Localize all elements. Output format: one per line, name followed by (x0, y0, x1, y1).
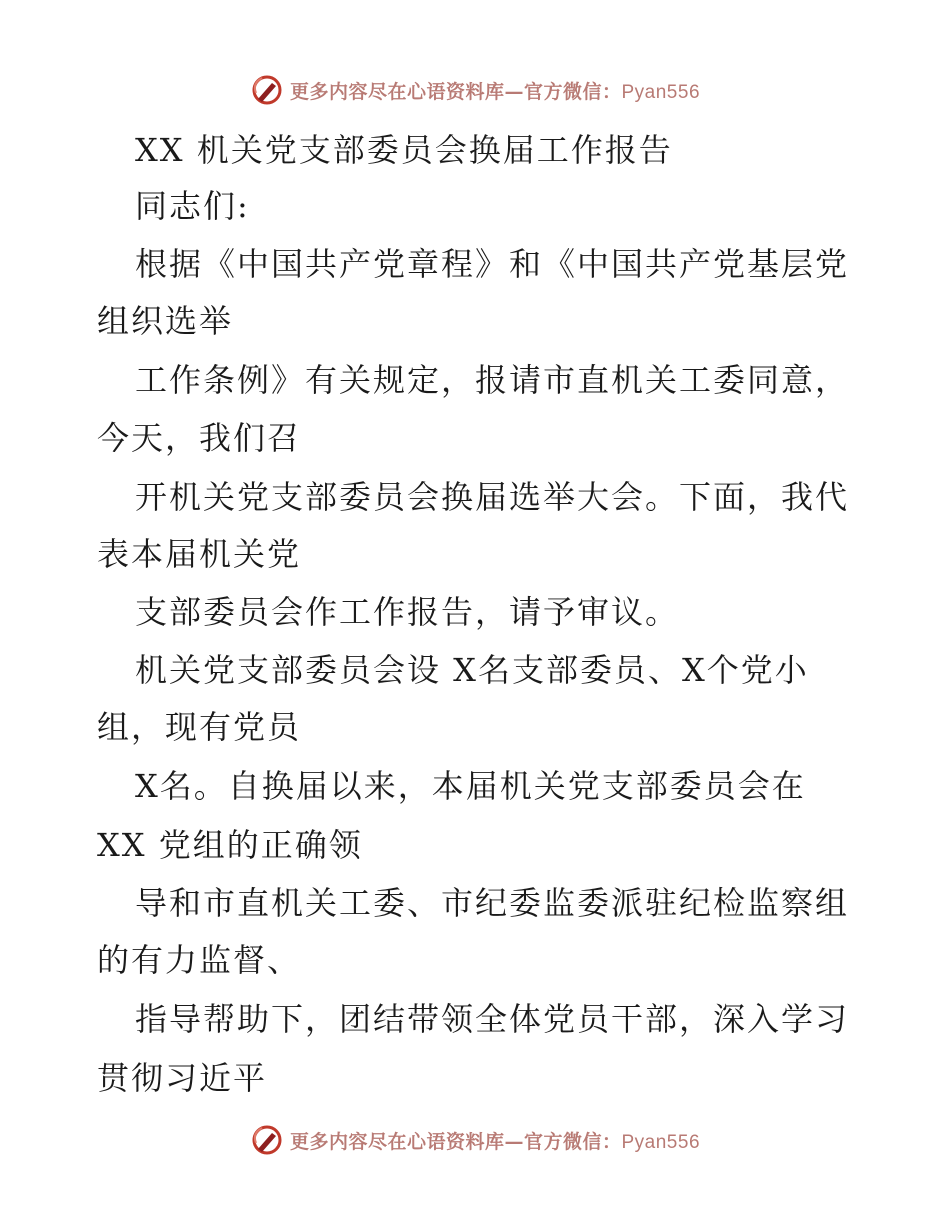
text-line: XX 党组的正确领 (97, 826, 363, 864)
salutation: 同志们: (135, 187, 250, 225)
pen-swirl-logo-icon (250, 73, 284, 107)
text-line: 支部委员会作工作报告，请予审议。 (135, 593, 680, 631)
wechat-id: Pyan556 (621, 81, 701, 103)
text-line: X名。自换届以来，本届机关党支部委员会在 (135, 767, 806, 805)
document-title: XX 机关党支部委员会换届工作报告 (135, 131, 673, 169)
text-line: 表本届机关党 (97, 535, 302, 573)
banner-text: 更多内容尽在心语资料库—官方微信：Pyan556 (289, 1130, 701, 1153)
footer-banner (0, 1120, 950, 1160)
text-line: 导和市直机关工委、市纪委监委派驻纪检监察组 (135, 884, 850, 922)
text-line: 贯彻习近平 (97, 1059, 268, 1097)
text-line: 组，现有党员 (97, 708, 302, 746)
text-line: 开机关党支部委员会换届选举大会。下面，我代 (135, 478, 850, 516)
text-line: 根据《中国共产党章程》和《中国共产党基层党 (135, 245, 850, 283)
banner-text: 更多内容尽在心语资料库—官方微信：Pyan556 (289, 80, 701, 103)
text-line: 今天，我们召 (97, 419, 302, 457)
text-line: 指导帮助下，团结带领全体党员干部，深入学习 (135, 1000, 850, 1038)
text-line: 组织选举 (97, 302, 234, 340)
header-banner (0, 70, 950, 110)
wechat-id: Pyan556 (621, 1131, 701, 1153)
pen-swirl-logo-icon (250, 1123, 284, 1157)
text-line: 工作条例》有关规定，报请市直机关工委同意， (135, 361, 850, 399)
text-line: 的有力监督、 (97, 941, 302, 979)
text-line: 机关党支部委员会设 X名支部委员、X个党小 (135, 651, 809, 689)
